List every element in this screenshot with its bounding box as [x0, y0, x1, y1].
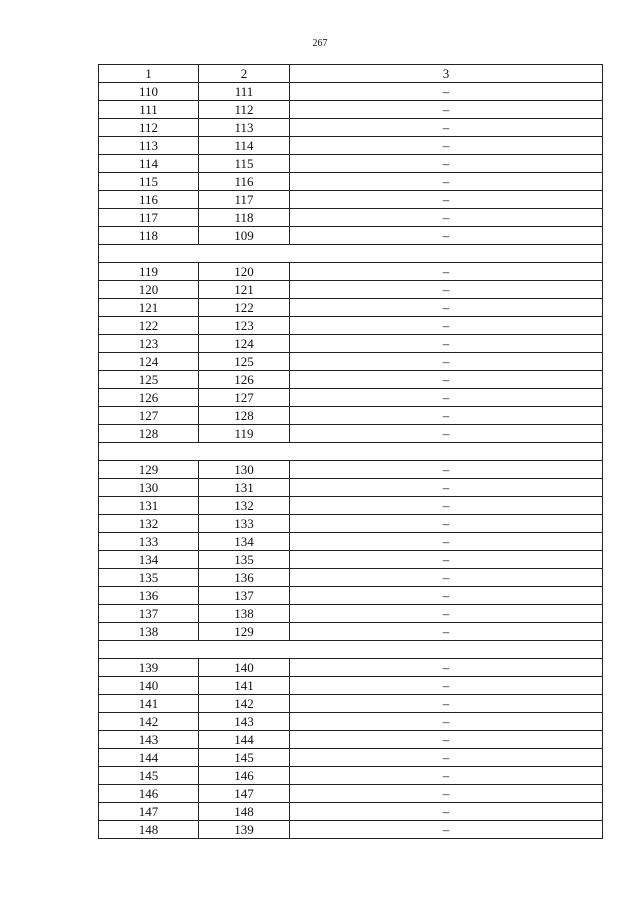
table-cell-col3: –: [290, 659, 603, 677]
table-row: [99, 137, 603, 155]
table-cell-col2: 148: [199, 803, 290, 821]
separator-cell: [99, 443, 603, 461]
table-cell-col3: –: [290, 497, 603, 515]
table-cell-col3: –: [290, 335, 603, 353]
table-row: [99, 515, 603, 533]
group-separator-row: [99, 245, 603, 263]
table-cell-col3: –: [290, 389, 603, 407]
table-row: [99, 461, 603, 479]
table-cell-col2: 135: [199, 551, 290, 569]
table-cell-col3: –: [290, 425, 603, 443]
table-cell-col2: 112: [199, 101, 290, 119]
table-cell-col1: 121: [99, 299, 199, 317]
table-row: [99, 83, 603, 101]
table-cell-col2: 137: [199, 587, 290, 605]
table-row: [99, 785, 603, 803]
table-cell-col1: 128: [99, 425, 199, 443]
table-cell-col2: 120: [199, 263, 290, 281]
table-row: [99, 155, 603, 173]
table-cell-col3: –: [290, 191, 603, 209]
table-row: [99, 353, 603, 371]
table-cell-col3: –: [290, 713, 603, 731]
table-cell-col2: 114: [199, 137, 290, 155]
table-cell-col1: 147: [99, 803, 199, 821]
table-cell-col3: –: [290, 317, 603, 335]
table-cell-col2: 144: [199, 731, 290, 749]
table-cell-col1: 132: [99, 515, 199, 533]
table-cell-col2: 124: [199, 335, 290, 353]
page-number: 267: [312, 38, 328, 49]
header-cell-2: 2: [199, 65, 290, 83]
table-cell-col2: 122: [199, 299, 290, 317]
table-cell-col3: –: [290, 263, 603, 281]
table-body: [99, 65, 603, 839]
table-cell-col3: –: [290, 371, 603, 389]
table-row: [99, 191, 603, 209]
table-cell-col2: 126: [199, 371, 290, 389]
table-cell-col1: 129: [99, 461, 199, 479]
group-separator-row: [99, 641, 603, 659]
table-cell-col2: 111: [199, 83, 290, 101]
table-row: [99, 227, 603, 245]
table-cell-col3: –: [290, 605, 603, 623]
table-cell-col3: –: [290, 299, 603, 317]
header-cell-3: 3: [290, 65, 603, 83]
table-cell-col1: 137: [99, 605, 199, 623]
table-cell-col1: 112: [99, 119, 199, 137]
table-row: [99, 425, 603, 443]
table-cell-col2: 116: [199, 173, 290, 191]
table-row: [99, 299, 603, 317]
table-row: [99, 767, 603, 785]
table-cell-col1: 114: [99, 155, 199, 173]
data-table: [98, 64, 603, 839]
table-cell-col3: –: [290, 83, 603, 101]
table-row: [99, 533, 603, 551]
table-row: [99, 281, 603, 299]
table-cell-col1: 123: [99, 335, 199, 353]
table-cell-col1: 140: [99, 677, 199, 695]
table-cell-col1: 127: [99, 407, 199, 425]
table-cell-col1: 113: [99, 137, 199, 155]
table-row: [99, 713, 603, 731]
table-cell-col1: 144: [99, 749, 199, 767]
table-cell-col2: 138: [199, 605, 290, 623]
table-row: [99, 659, 603, 677]
table-cell-col1: 131: [99, 497, 199, 515]
table-row: [99, 803, 603, 821]
table-row: [99, 119, 603, 137]
table-row: [99, 371, 603, 389]
table-cell-col2: 140: [199, 659, 290, 677]
table-cell-col1: 125: [99, 371, 199, 389]
table-cell-col3: –: [290, 803, 603, 821]
table-row: [99, 587, 603, 605]
table-row: [99, 407, 603, 425]
table-cell-col2: 147: [199, 785, 290, 803]
table-cell-col2: 123: [199, 317, 290, 335]
table-cell-col1: 142: [99, 713, 199, 731]
table-cell-col1: 135: [99, 569, 199, 587]
separator-cell: [99, 641, 603, 659]
table-cell-col2: 109: [199, 227, 290, 245]
table-cell-col2: 127: [199, 389, 290, 407]
table-cell-col2: 119: [199, 425, 290, 443]
table-cell-col1: 145: [99, 767, 199, 785]
separator-cell: [99, 245, 603, 263]
table-cell-col2: 117: [199, 191, 290, 209]
table-cell-col3: –: [290, 767, 603, 785]
table-cell-col3: –: [290, 155, 603, 173]
table-cell-col1: 133: [99, 533, 199, 551]
table-cell-col3: –: [290, 821, 603, 839]
table-cell-col3: –: [290, 407, 603, 425]
table-cell-col1: 117: [99, 209, 199, 227]
table-cell-col2: 113: [199, 119, 290, 137]
table-cell-col2: 118: [199, 209, 290, 227]
table-row: [99, 623, 603, 641]
table-cell-col2: 146: [199, 767, 290, 785]
table-cell-col1: 139: [99, 659, 199, 677]
table-row: [99, 263, 603, 281]
table-row: [99, 605, 603, 623]
table-cell-col2: 128: [199, 407, 290, 425]
table-cell-col2: 141: [199, 677, 290, 695]
table-cell-col3: –: [290, 281, 603, 299]
table-cell-col3: –: [290, 731, 603, 749]
table-row: [99, 317, 603, 335]
table-cell-col3: –: [290, 479, 603, 497]
table-row: [99, 497, 603, 515]
table-cell-col2: 130: [199, 461, 290, 479]
table-cell-col3: –: [290, 623, 603, 641]
table-cell-col2: 142: [199, 695, 290, 713]
table-cell-col1: 148: [99, 821, 199, 839]
table-cell-col2: 134: [199, 533, 290, 551]
table-cell-col1: 134: [99, 551, 199, 569]
table-cell-col2: 139: [199, 821, 290, 839]
table-cell-col2: 115: [199, 155, 290, 173]
table-cell-col1: 116: [99, 191, 199, 209]
table-row: [99, 821, 603, 839]
table-cell-col2: 129: [199, 623, 290, 641]
table-row: [99, 677, 603, 695]
table-cell-col1: 122: [99, 317, 199, 335]
table-cell-col1: 124: [99, 353, 199, 371]
table-cell-col3: –: [290, 461, 603, 479]
table-cell-col2: 131: [199, 479, 290, 497]
table-row: [99, 569, 603, 587]
table-cell-col2: 136: [199, 569, 290, 587]
table-cell-col3: –: [290, 101, 603, 119]
table-cell-col3: –: [290, 551, 603, 569]
table-cell-col3: –: [290, 587, 603, 605]
table-cell-col1: 111: [99, 101, 199, 119]
table-row: [99, 731, 603, 749]
table-cell-col2: 125: [199, 353, 290, 371]
table-cell-col1: 119: [99, 263, 199, 281]
table-row: [99, 695, 603, 713]
table-cell-col2: 133: [199, 515, 290, 533]
table-cell-col2: 132: [199, 497, 290, 515]
table-row: [99, 335, 603, 353]
table-cell-col3: –: [290, 227, 603, 245]
table-cell-col3: –: [290, 695, 603, 713]
table-cell-col1: 143: [99, 731, 199, 749]
table-row: [99, 101, 603, 119]
table-cell-col1: 136: [99, 587, 199, 605]
table-cell-col3: –: [290, 209, 603, 227]
table-row: [99, 551, 603, 569]
table-row: [99, 479, 603, 497]
table-cell-col3: –: [290, 569, 603, 587]
table-row: [99, 173, 603, 191]
table-cell-col3: –: [290, 749, 603, 767]
header-cell-1: 1: [99, 65, 199, 83]
table-cell-col1: 126: [99, 389, 199, 407]
table-cell-col1: 110: [99, 83, 199, 101]
table-cell-col3: –: [290, 533, 603, 551]
table-cell-col3: –: [290, 515, 603, 533]
header-row: [99, 65, 603, 83]
table-cell-col3: –: [290, 173, 603, 191]
group-separator-row: [99, 443, 603, 461]
table-cell-col3: –: [290, 137, 603, 155]
table-cell-col1: 141: [99, 695, 199, 713]
table-cell-col3: –: [290, 785, 603, 803]
table-cell-col1: 115: [99, 173, 199, 191]
table-cell-col3: –: [290, 677, 603, 695]
table-cell-col1: 130: [99, 479, 199, 497]
table-cell-col3: –: [290, 119, 603, 137]
table-cell-col1: 146: [99, 785, 199, 803]
table-row: [99, 749, 603, 767]
table-cell-col1: 118: [99, 227, 199, 245]
table-row: [99, 389, 603, 407]
table-row: [99, 209, 603, 227]
table-cell-col3: –: [290, 353, 603, 371]
table-cell-col2: 145: [199, 749, 290, 767]
table-cell-col1: 120: [99, 281, 199, 299]
table-cell-col2: 121: [199, 281, 290, 299]
table-cell-col1: 138: [99, 623, 199, 641]
table-cell-col2: 143: [199, 713, 290, 731]
